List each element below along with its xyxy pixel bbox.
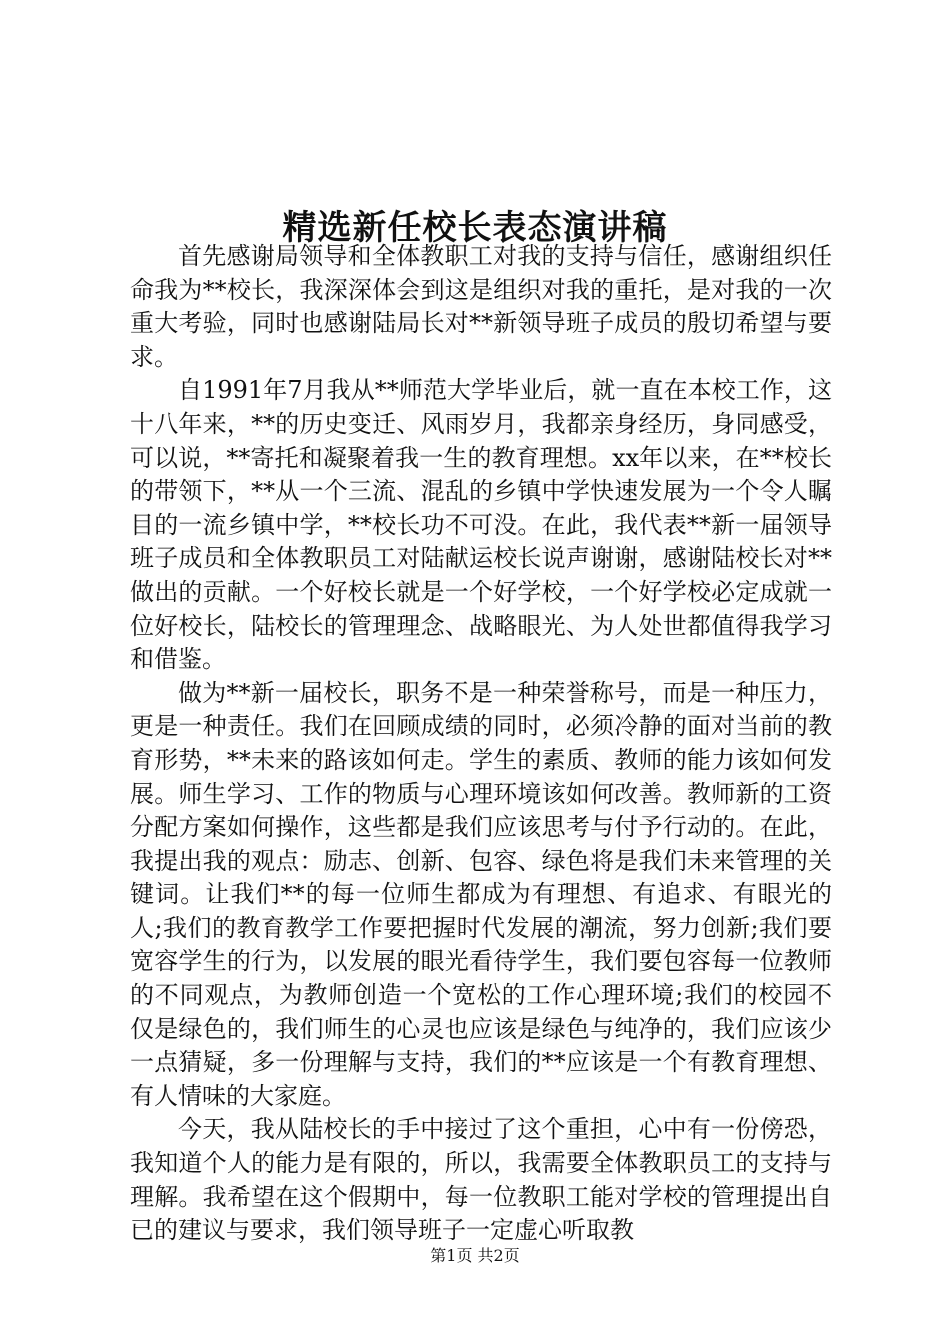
page-number-footer: 第1页 共2页 bbox=[430, 1246, 520, 1265]
document-body bbox=[130, 240, 832, 1248]
document-title: 精选新任校长表态演讲稿 bbox=[282, 207, 668, 248]
paragraph-1: 首先感谢局领导和全体教职工对我的支持与信任，感谢组织任命我为**校长，我深深体会到这是组织对我的重托，是对我的一次重大考验，同时也感谢陆局长对**新领导班子成员的殷切希望与要求。 bbox=[130, 242, 832, 371]
paragraph-4: 今天，我从陆校长的手中接过了这个重担，心中有一份傍恐，我知道个人的能力是有限的，所以，我需要全体教职员工的支持与理解。我希望在这个假期中，每一位教职工能对学校的管理提出自已的建议与要求，我们领导班子一定虚心听取教 bbox=[130, 1115, 832, 1245]
paragraph-3: 做为**新一届校长，职务不是一种荣誉称号，而是一种压力，更是一种责任。我们在回顾成绩的同时，必须冷静的面对当前的教育形势，**未来的路该如何走。学生的素质、教师的能力该如何发展。师生学习、工作的物质与心理环境该如何改善。教师新的工资分配方案如何操作，这些都是我们应该思考与付予行动的。在此，我提出我的观点：励志、创新、包容、绿色将是我们未来管理的关键词。让我们**的每一位师生都成为有理想、有追求、有眼光的人;我们的教育教学工作要把握时代发展的潮流，努力创新;我们要宽容学生的行为，以发展的眼光看待学生，我们要包容每一位教师的不同观点，为教师创造一个宽松的工作心理环境;我们的校园不仅是绿色的，我们师生的心灵也应该是绿色与纯净的，我们应该少一点猜疑，多一份理解与支持，我们的**应该是一个有教育理想、有人情味的大家庭。 bbox=[130, 678, 832, 1110]
paragraph-2: 自1991年7月我从**师范大学毕业后，就一直在本校工作，这十八年来，**的历史变迁、风雨岁月，我都亲身经历，身同感受，可以说，**寄托和凝聚着我一生的教育理想。xx年以来，在**校长的带领下，**从一个三流、混乱的乡镇中学快速发展为一个令人瞩目的一流乡镇中学，**校长功不可没。在此，我代表**新一届领导班子成员和全体教职员工对陆献运校长说声谢谢，感谢陆校长对**做出的贡献。一个好校长就是一个好学校，一个好学校必定成就一位好校长，陆校长的管理理念、战略眼光、为人处世都值得我学习和借鉴。 bbox=[130, 376, 832, 674]
